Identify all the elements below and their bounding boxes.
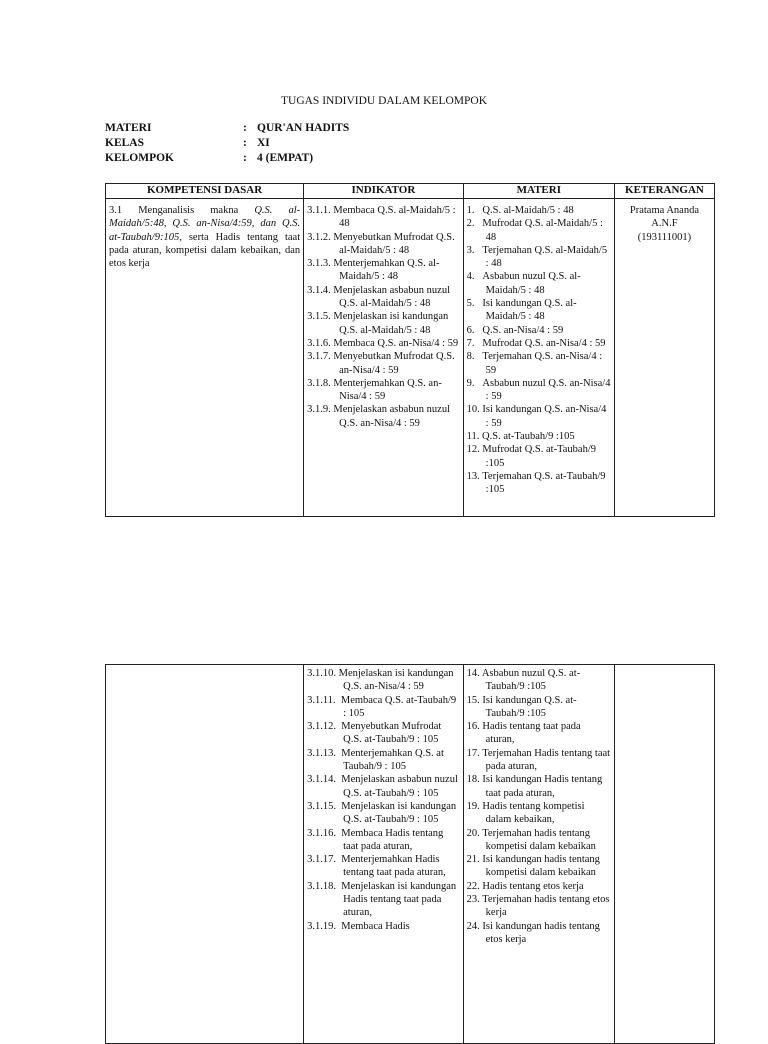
materi-item: 16. Hadis tentang taat pada aturan,: [466, 721, 581, 746]
materi-item: 7. Mufrodat Q.S. an-Nisa/4 : 59: [466, 337, 606, 349]
indikator-item: 3.1.3. Menterjemahkan Q.S. al-Maidah/5 : 48: [307, 258, 440, 283]
indikator-item: 3.1.6. Membaca Q.S. an-Nisa/4 : 59: [307, 337, 459, 349]
header-indikator: INDIKATOR: [304, 184, 464, 199]
materi-item: 9. Asbabun nuzul Q.S. an-Nisa/4 : 59: [466, 377, 611, 403]
indikator-item: 3.1.15. Menjelaskan isi kandungan Q.S. at-Taubah/9 : 105: [307, 800, 457, 826]
materi-item: 14. Asbabun nuzul Q.S. at-Taubah/9 :105: [466, 668, 581, 693]
materi-item: 15. Isi kandungan Q.S. at-Taubah/9 :105: [466, 694, 577, 719]
kompetensi-cell: [106, 199, 304, 517]
materi-item: 1. Q.S. al-Maidah/5 : 48: [466, 205, 574, 216]
materi-item: 19. Hadis tentang kompetisi dalam kebaikan,: [466, 800, 585, 826]
student-name: Pratama Ananda: [629, 205, 699, 216]
indikator-item: 3.1.11. Membaca Q.S. at-Taubah/9 : 105: [307, 694, 457, 719]
indikator-item: 3.1.5. Menjelaskan isi kandungan Q.S. al-Maidah/5 : 48: [307, 311, 449, 336]
materi-item: 20. Terjemahan hadis tentang kompetisi dalam kebaikan: [466, 827, 596, 852]
indikator-item: 3.1.12. Menyebutkan Mufrodat Q.S. at-Taubah/9 : 105: [307, 721, 442, 746]
indikator-item: 3.1.7. Menyebutkan Mufrodat Q.S. an-Nisa/4 : 59: [307, 351, 455, 376]
meta-colon: :: [243, 137, 247, 149]
indikator-item: 3.1.18. Menjelaskan isi kandungan Hadis tentang taat pada aturan,: [307, 880, 457, 919]
table-row: [106, 199, 715, 517]
keterangan-cell-empty: [614, 665, 714, 1044]
meta-label: KELAS: [105, 137, 144, 149]
student-id: (193111001): [637, 231, 692, 243]
kompetensi-cell-empty: [106, 665, 304, 1044]
materi-cell: [463, 665, 614, 1044]
materi-item: 3. Terjemahan Q.S. al-Maidah/5 : 48: [466, 244, 608, 270]
materi-item: 8. Terjemahan Q.S. an-Nisa/4 : 59: [466, 351, 603, 376]
indikator-item: 3.1.14. Menjelaskan asbabun nuzul Q.S. at-Taubah/9 : 105: [307, 774, 458, 799]
kompetensi-prefix: 3.1 Menganalisis makna: [109, 205, 255, 216]
materi-item: 18. Isi kandungan Hadis tentang taat pada aturan,: [466, 774, 603, 799]
indikator-item: 3.1.8. Menterjemahkan Q.S. an-Nisa/4 : 59: [307, 377, 442, 403]
kompetensi-suffix: serta Hadis tentang taat pada aturan, kompetisi dalam kebaikan, dan etos kerja: [109, 231, 301, 270]
meta-colon: :: [243, 152, 247, 164]
indikator-item: 3.1.2. Menyebutkan Mufrodat Q.S. al-Maidah/5 : 48: [307, 231, 455, 256]
kompetensi-surah-refs: Q.S. al-Maidah/5:48, Q.S. an-Nisa/4:59, dan Q.S. at-Taubah/9:105,: [109, 205, 301, 243]
indikator-item: 3.1.10. Menjelaskan isi kandungan Q.S. an-Nisa/4 : 59: [307, 668, 454, 693]
student-initials: A.N.F: [651, 218, 678, 230]
competency-table-page-1: [105, 183, 715, 517]
indikator-item: 3.1.17. Menterjemahkan Hadis tentang taat pada aturan,: [307, 854, 446, 879]
materi-item: 2. Mufrodat Q.S. al-Maidah/5 : 48: [466, 218, 603, 243]
meta-colon: :: [243, 122, 247, 134]
meta-kelompok: [105, 151, 313, 166]
materi-item: 12. Mufrodat Q.S. at-Taubah/9 :105: [466, 444, 596, 469]
header-kompetensi: KOMPETENSI DASAR: [106, 184, 304, 199]
document-title: TUGAS INDIVIDU DALAM KELOMPOK: [280, 95, 488, 107]
materi-item: 17. Terjemahan Hadis tentang taat pada aturan,: [466, 747, 611, 773]
meta-value: QUR'AN HADITS: [257, 122, 350, 134]
materi-item: 13. Terjemahan Q.S. at-Taubah/9 :105: [466, 470, 606, 496]
table-header-row: [106, 184, 715, 199]
materi-item: 11. Q.S. at-Taubah/9 :105: [466, 431, 575, 443]
competency-table-page-2: [105, 664, 715, 1044]
materi-item: 24. Isi kandungan hadis tentang etos kerja: [466, 920, 600, 945]
header-keterangan: KETERANGAN: [614, 184, 714, 199]
meta-kelas: [105, 136, 270, 151]
indikator-cell: [304, 665, 464, 1044]
indikator-item: 3.1.4. Menjelaskan asbabun nuzul Q.S. al-Maidah/5 : 48: [307, 284, 451, 310]
materi-item: 6. Q.S. an-Nisa/4 : 59: [466, 324, 564, 336]
meta-value: 4 (EMPAT): [257, 152, 314, 164]
materi-item: 22. Hadis tentang etos kerja: [466, 880, 584, 892]
header-materi: MATERI: [463, 184, 614, 199]
materi-item: 5. Isi kandungan Q.S. al-Maidah/5 : 48: [466, 298, 577, 323]
meta-label: MATERI: [105, 122, 152, 134]
meta-label: KELOMPOK: [105, 152, 174, 164]
meta-materi: [105, 121, 349, 136]
indikator-cell: [304, 199, 464, 517]
indikator-item: 3.1.9. Menjelaskan asbabun nuzul Q.S. an-Nisa/4 : 59: [307, 404, 451, 429]
indikator-item: 3.1.13. Menterjemahkan Q.S. at Taubah/9 : 105: [307, 747, 444, 773]
materi-item: 21. Isi kandungan hadis tentang kompetisi dalam kebaikan: [466, 854, 600, 879]
meta-value: XI: [257, 137, 270, 149]
indikator-item: 3.1.1. Membaca Q.S. al-Maidah/5 : 48: [307, 205, 456, 230]
materi-item: 4. Asbabun nuzul Q.S. al-Maidah/5 : 48: [466, 271, 581, 296]
materi-item: 10. Isi kandungan Q.S. an-Nisa/4 : 59: [466, 404, 607, 429]
keterangan-cell: [614, 199, 714, 517]
materi-item: 23. Terjemahan hadis tentang etos kerja: [466, 894, 610, 919]
indikator-item: 3.1.19. Membaca Hadis: [307, 920, 410, 932]
indikator-item: 3.1.16. Membaca Hadis tentang taat pada aturan,: [307, 827, 444, 852]
table-row: [106, 665, 715, 1044]
materi-cell: [463, 199, 614, 517]
